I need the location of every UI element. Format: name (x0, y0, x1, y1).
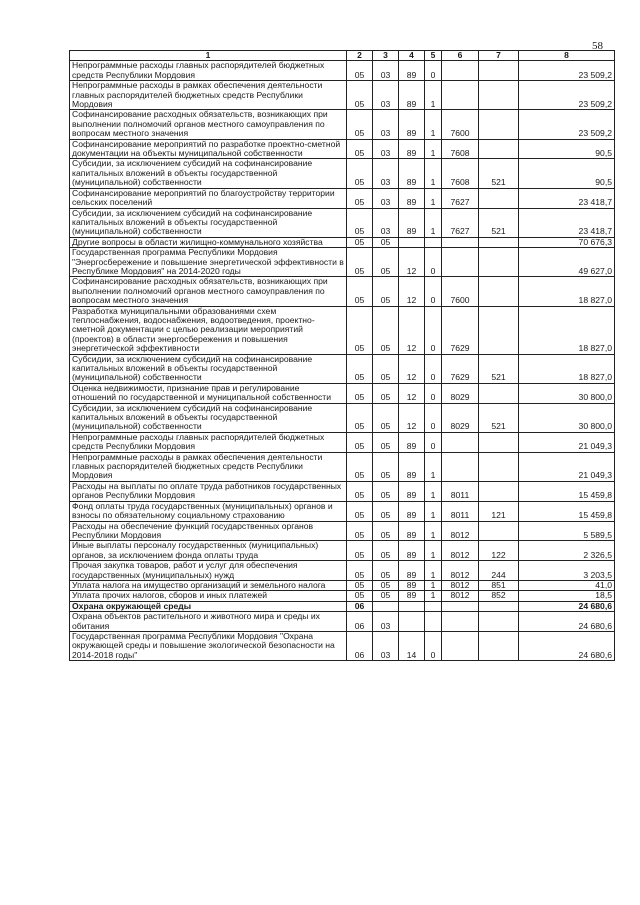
amount-cell: 23 509,2 (519, 61, 615, 81)
header-cell-1: 1 (70, 51, 347, 61)
subprogram-code-cell: 0 (425, 354, 442, 383)
table-row (70, 452, 615, 481)
header-cell-6: 6 (442, 51, 479, 61)
section-code-cell: 05 (347, 383, 373, 403)
direction-code-cell (442, 601, 479, 611)
amount-cell: 15 459,8 (519, 501, 615, 521)
subsection-code-cell: 05 (373, 354, 399, 383)
row-name-cell: Софинансирование мероприятий по благоустройству территории сельских поселений (70, 188, 347, 208)
program-code-cell: 89 (399, 541, 425, 561)
subsection-code-cell: 05 (373, 521, 399, 541)
subprogram-code-cell: 1 (425, 110, 442, 139)
subsection-code-cell: 05 (373, 248, 399, 277)
expense-type-cell (479, 521, 519, 541)
subprogram-code-cell: 0 (425, 383, 442, 403)
row-name-cell: Фонд оплаты труда государственных (муниципальных) органов и взносы по обязательному социальному страхованию (70, 501, 347, 521)
expense-type-cell (479, 452, 519, 481)
section-code-cell: 05 (347, 521, 373, 541)
budget-table (69, 50, 615, 661)
header-cell-2: 2 (347, 51, 373, 61)
program-code-cell: 89 (399, 61, 425, 81)
section-code-cell: 05 (347, 580, 373, 590)
amount-cell: 15 459,8 (519, 481, 615, 501)
subsection-code-cell: 05 (373, 541, 399, 561)
subprogram-code-cell: 1 (425, 591, 442, 601)
table-row (70, 277, 615, 306)
amount-cell: 23 418,7 (519, 208, 615, 237)
direction-code-cell (442, 612, 479, 632)
program-code-cell (399, 612, 425, 632)
table-row (70, 139, 615, 159)
subprogram-code-cell: 0 (425, 403, 442, 432)
subprogram-code-cell: 0 (425, 248, 442, 277)
row-name-cell: Непрограммные расходы в рамках обеспечения деятельности главных распорядителей бюджетных средств Республики Мордовия (70, 81, 347, 110)
subsection-code-cell: 05 (373, 383, 399, 403)
program-code-cell: 89 (399, 208, 425, 237)
table-row (70, 383, 615, 403)
table-row (70, 110, 615, 139)
direction-code-cell: 7627 (442, 188, 479, 208)
subprogram-code-cell: 0 (425, 277, 442, 306)
program-code-cell: 89 (399, 159, 425, 188)
section-code-cell: 05 (347, 139, 373, 159)
subprogram-code-cell (425, 601, 442, 611)
table-row (70, 591, 615, 601)
section-code-cell: 05 (347, 159, 373, 188)
program-code-cell: 12 (399, 277, 425, 306)
program-code-cell: 89 (399, 501, 425, 521)
subsection-code-cell: 03 (373, 612, 399, 632)
direction-code-cell: 8012 (442, 591, 479, 601)
row-name-cell: Другие вопросы в области жилищно-коммунального хозяйства (70, 237, 347, 247)
subsection-code-cell: 05 (373, 561, 399, 581)
table-body (70, 61, 615, 661)
table-row (70, 612, 615, 632)
direction-code-cell (442, 452, 479, 481)
subsection-code-cell: 05 (373, 237, 399, 247)
subsection-code-cell: 03 (373, 188, 399, 208)
expense-type-cell (479, 277, 519, 306)
header-cell-3: 3 (373, 51, 399, 61)
table-row (70, 541, 615, 561)
table-row (70, 521, 615, 541)
program-code-cell: 89 (399, 521, 425, 541)
expense-type-cell: 521 (479, 208, 519, 237)
subsection-code-cell: 05 (373, 481, 399, 501)
direction-code-cell: 8012 (442, 541, 479, 561)
subsection-code-cell: 05 (373, 306, 399, 354)
amount-cell: 41,0 (519, 580, 615, 590)
direction-code-cell (442, 237, 479, 247)
table-row (70, 188, 615, 208)
amount-cell: 70 676,3 (519, 237, 615, 247)
program-code-cell: 12 (399, 383, 425, 403)
subprogram-code-cell: 1 (425, 580, 442, 590)
row-name-cell: Уплата налога на имущество организаций и земельного налога (70, 580, 347, 590)
header-cell-7: 7 (479, 51, 519, 61)
subsection-code-cell: 03 (373, 159, 399, 188)
program-code-cell: 89 (399, 452, 425, 481)
program-code-cell: 12 (399, 306, 425, 354)
program-code-cell: 14 (399, 631, 425, 660)
expense-type-cell (479, 139, 519, 159)
row-name-cell: Непрограммные расходы главных распорядителей бюджетных средств Республики Мордовия (70, 432, 347, 452)
subprogram-code-cell: 0 (425, 432, 442, 452)
expense-type-cell: 521 (479, 403, 519, 432)
table-row (70, 159, 615, 188)
amount-cell: 18 827,0 (519, 306, 615, 354)
program-code-cell: 12 (399, 248, 425, 277)
direction-code-cell (442, 81, 479, 110)
section-code-cell: 05 (347, 452, 373, 481)
section-code-cell: 05 (347, 432, 373, 452)
row-name-cell: Софинансирование мероприятий по разработке проектно-сметной документации на объекты муниципальной собственности (70, 139, 347, 159)
subprogram-code-cell: 1 (425, 452, 442, 481)
direction-code-cell (442, 432, 479, 452)
row-name-cell: Уплата прочих налогов, сборов и иных платежей (70, 591, 347, 601)
row-name-cell: Иные выплаты персоналу государственных (муниципальных) органов, за исключением фонда оплаты труда (70, 541, 347, 561)
section-code-cell: 05 (347, 188, 373, 208)
amount-cell: 24 680,6 (519, 631, 615, 660)
expense-type-cell (479, 383, 519, 403)
subprogram-code-cell: 1 (425, 159, 442, 188)
table-row (70, 501, 615, 521)
row-name-cell: Государственная программа Республики Мордовия "Охрана окружающей среды и повышение экологической безопасности на 2014-2018 годы" (70, 631, 347, 660)
section-code-cell: 05 (347, 110, 373, 139)
expense-type-cell (479, 481, 519, 501)
section-code-cell: 05 (347, 591, 373, 601)
direction-code-cell: 7608 (442, 139, 479, 159)
direction-code-cell: 8012 (442, 580, 479, 590)
expense-type-cell: 122 (479, 541, 519, 561)
section-code-cell: 05 (347, 248, 373, 277)
section-code-cell: 05 (347, 306, 373, 354)
subsection-code-cell: 03 (373, 208, 399, 237)
subprogram-code-cell: 1 (425, 208, 442, 237)
direction-code-cell: 8011 (442, 481, 479, 501)
amount-cell: 18 827,0 (519, 354, 615, 383)
program-code-cell: 89 (399, 139, 425, 159)
subprogram-code-cell: 1 (425, 81, 442, 110)
expense-type-cell: 121 (479, 501, 519, 521)
expense-type-cell (479, 81, 519, 110)
subsection-code-cell: 05 (373, 432, 399, 452)
header-cell-4: 4 (399, 51, 425, 61)
row-name-cell: Расходы на выплаты по оплате труда работников государственных органов Республики Мордовия (70, 481, 347, 501)
row-name-cell: Софинансирование расходных обязательств, возникающих при выполнении полномочий органов местного самоуправления по вопросам местного значения (70, 110, 347, 139)
section-code-cell: 05 (347, 541, 373, 561)
section-code-cell: 05 (347, 61, 373, 81)
direction-code-cell: 8029 (442, 383, 479, 403)
table-row (70, 237, 615, 247)
direction-code-cell: 7629 (442, 306, 479, 354)
subsection-code-cell: 05 (373, 403, 399, 432)
section-code-cell: 05 (347, 81, 373, 110)
expense-type-cell: 521 (479, 354, 519, 383)
amount-cell: 49 627,0 (519, 248, 615, 277)
subsection-code-cell (373, 601, 399, 611)
direction-code-cell: 7608 (442, 159, 479, 188)
program-code-cell (399, 237, 425, 247)
expense-type-cell (479, 631, 519, 660)
subprogram-code-cell: 1 (425, 481, 442, 501)
amount-cell: 24 680,6 (519, 612, 615, 632)
amount-cell: 5 589,5 (519, 521, 615, 541)
subprogram-code-cell: 1 (425, 139, 442, 159)
program-code-cell: 89 (399, 481, 425, 501)
row-name-cell: Непрограммные расходы главных распорядителей бюджетных средств Республики Мордовия (70, 61, 347, 81)
program-code-cell (399, 601, 425, 611)
expense-type-cell (479, 110, 519, 139)
expense-type-cell (479, 61, 519, 81)
amount-cell: 23 509,2 (519, 81, 615, 110)
table-row (70, 601, 615, 611)
section-code-cell: 05 (347, 501, 373, 521)
amount-cell: 18 827,0 (519, 277, 615, 306)
subprogram-code-cell: 1 (425, 188, 442, 208)
expense-type-cell (479, 188, 519, 208)
direction-code-cell: 7627 (442, 208, 479, 237)
page-number: 58 (592, 40, 603, 52)
program-code-cell: 89 (399, 561, 425, 581)
expense-type-cell: 851 (479, 580, 519, 590)
amount-cell: 18,5 (519, 591, 615, 601)
header-cell-5: 5 (425, 51, 442, 61)
program-code-cell: 89 (399, 81, 425, 110)
row-name-cell: Субсидии, за исключением субсидий на софинансирование капитальных вложений в объекты государственной (муниципальной) собственности (70, 354, 347, 383)
program-code-cell: 12 (399, 354, 425, 383)
expense-type-cell (479, 432, 519, 452)
amount-cell: 3 203,5 (519, 561, 615, 581)
table-row (70, 61, 615, 81)
subprogram-code-cell: 1 (425, 541, 442, 561)
section-code-cell: 05 (347, 277, 373, 306)
program-code-cell: 12 (399, 403, 425, 432)
table-row (70, 248, 615, 277)
section-code-cell: 05 (347, 354, 373, 383)
row-name-cell: Софинансирование расходных обязательств, возникающих при выполнении полномочий органов местного самоуправления по вопросам местного значения (70, 277, 347, 306)
section-code-cell: 06 (347, 601, 373, 611)
direction-code-cell (442, 631, 479, 660)
direction-code-cell: 8011 (442, 501, 479, 521)
subprogram-code-cell: 1 (425, 501, 442, 521)
section-code-cell: 05 (347, 403, 373, 432)
expense-type-cell (479, 601, 519, 611)
subsection-code-cell: 03 (373, 110, 399, 139)
row-name-cell: Оценка недвижимости, признание прав и регулирование отношений по государственной и муниципальной собственности (70, 383, 347, 403)
row-name-cell: Разработка муниципальными образованиями схем теплоснабжения, водоснабжения, водоотведения, проектно-сметной документации с целью реализации мероприятий (проектов) в области энергосбережения и повышения энергетической эффективности (70, 306, 347, 354)
direction-code-cell: 8012 (442, 521, 479, 541)
subsection-code-cell: 03 (373, 61, 399, 81)
amount-cell: 21 049,3 (519, 432, 615, 452)
subprogram-code-cell (425, 612, 442, 632)
direction-code-cell: 7600 (442, 277, 479, 306)
program-code-cell: 89 (399, 110, 425, 139)
table-row (70, 306, 615, 354)
subsection-code-cell: 05 (373, 277, 399, 306)
row-name-cell: Расходы на обеспечение функций государственных органов Республики Мордовия (70, 521, 347, 541)
row-name-cell: Охрана объектов растительного и животного мира и среды их обитания (70, 612, 347, 632)
section-code-cell: 05 (347, 208, 373, 237)
expense-type-cell (479, 237, 519, 247)
section-code-cell: 05 (347, 561, 373, 581)
table-row (70, 481, 615, 501)
expense-type-cell: 244 (479, 561, 519, 581)
table-row (70, 580, 615, 590)
subprogram-code-cell: 1 (425, 561, 442, 581)
table-row (70, 354, 615, 383)
row-name-cell: Непрограммные расходы в рамках обеспечения деятельности главных распорядителей бюджетных средств Республики Мордовия (70, 452, 347, 481)
direction-code-cell: 7600 (442, 110, 479, 139)
table-row (70, 432, 615, 452)
table-row (70, 403, 615, 432)
amount-cell: 2 326,5 (519, 541, 615, 561)
subsection-code-cell: 05 (373, 452, 399, 481)
amount-cell: 90,5 (519, 159, 615, 188)
amount-cell: 23 418,7 (519, 188, 615, 208)
amount-cell: 90,5 (519, 139, 615, 159)
table-row (70, 561, 615, 581)
amount-cell: 21 049,3 (519, 452, 615, 481)
section-code-cell: 06 (347, 631, 373, 660)
direction-code-cell: 7629 (442, 354, 479, 383)
direction-code-cell (442, 61, 479, 81)
program-code-cell: 89 (399, 432, 425, 452)
expense-type-cell (479, 612, 519, 632)
subsection-code-cell: 05 (373, 501, 399, 521)
row-name-cell: Субсидии, за исключением субсидий на софинансирование капитальных вложений в объекты государственной (муниципальной) собственности (70, 159, 347, 188)
header-row (70, 51, 615, 61)
subsection-code-cell: 03 (373, 631, 399, 660)
subprogram-code-cell (425, 237, 442, 247)
program-code-cell: 89 (399, 188, 425, 208)
row-name-cell: Государственная программа Республики Мордовия "Энергосбережение и повышение энергетической эффективности в Республике Мордовия" на 2014-2020 годы (70, 248, 347, 277)
amount-cell: 24 680,6 (519, 601, 615, 611)
amount-cell: 30 800,0 (519, 383, 615, 403)
row-name-cell: Прочая закупка товаров, работ и услуг для обеспечения государственных (муниципальных) нужд (70, 561, 347, 581)
direction-code-cell: 8029 (442, 403, 479, 432)
subsection-code-cell: 05 (373, 591, 399, 601)
table-row (70, 208, 615, 237)
direction-code-cell (442, 248, 479, 277)
subsection-code-cell: 03 (373, 81, 399, 110)
subprogram-code-cell: 0 (425, 631, 442, 660)
header-cell-8: 8 (519, 51, 615, 61)
section-code-cell: 05 (347, 481, 373, 501)
section-code-cell: 05 (347, 237, 373, 247)
amount-cell: 30 800,0 (519, 403, 615, 432)
row-name-cell: Субсидии, за исключением субсидий на софинансирование капитальных вложений в объекты государственной (муниципальной) собственности (70, 403, 347, 432)
subprogram-code-cell: 0 (425, 61, 442, 81)
table-row (70, 81, 615, 110)
subprogram-code-cell: 0 (425, 306, 442, 354)
subsection-code-cell: 05 (373, 580, 399, 590)
program-code-cell: 89 (399, 591, 425, 601)
section-code-cell: 06 (347, 612, 373, 632)
table-row (70, 631, 615, 660)
subprogram-code-cell: 1 (425, 521, 442, 541)
subsection-code-cell: 03 (373, 139, 399, 159)
expense-type-cell: 521 (479, 159, 519, 188)
expense-type-cell: 852 (479, 591, 519, 601)
row-name-cell: Охрана окружающей среды (70, 601, 347, 611)
program-code-cell: 89 (399, 580, 425, 590)
expense-type-cell (479, 306, 519, 354)
direction-code-cell: 8012 (442, 561, 479, 581)
amount-cell: 23 509,2 (519, 110, 615, 139)
expense-type-cell (479, 248, 519, 277)
row-name-cell: Субсидии, за исключением субсидий на софинансирование капитальных вложений в объекты государственной (муниципальной) собственности (70, 208, 347, 237)
